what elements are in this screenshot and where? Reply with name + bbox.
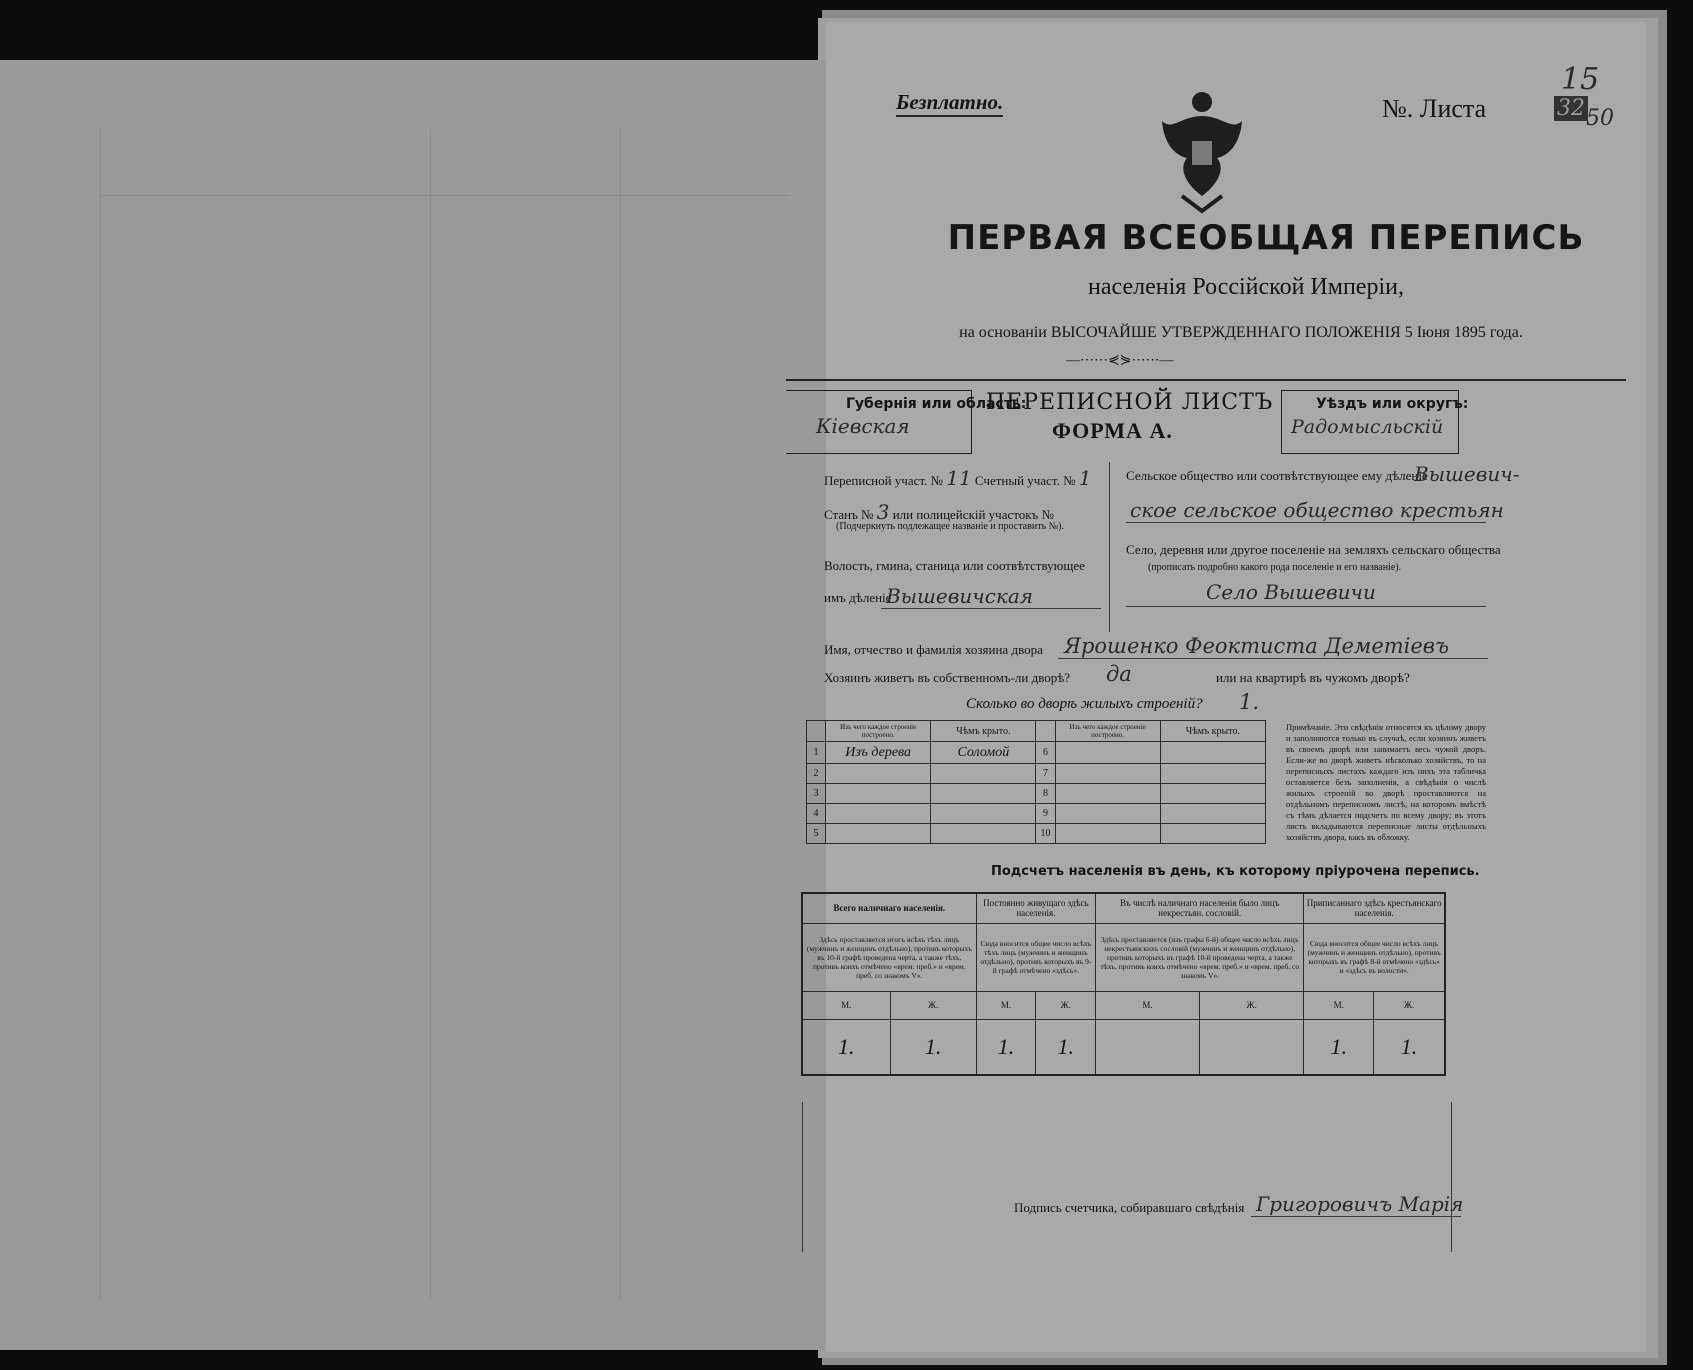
table-row: 3 8 [807,784,1266,804]
owner-label: Имя, отчество и фамилія хозяина двора [824,642,1043,657]
signature-label: Подпись счетчика, собиравшаго свѣдѣнія [1014,1200,1245,1215]
counting-section-value: 1 [1078,466,1092,490]
district-label: Уѣздъ или округъ: [1316,396,1469,412]
population-table-descriptions: Здѣсь проставляется итогъ всѣхъ тѣхъ лицъ (мужчинъ и женщинъ отдѣльно), противъ которыхъ въ 10-й графѣ проведена черта, а также тѣхъ, противъ коихъ отмѣчено «врем. преб.» и «врем. преб. со знакомъ V». Сюда вносится общее число всѣхъ тѣхъ лицъ (мужчинъ и женщинъ отдѣльно), противъ которыхъ въ 9-й графѣ отмѣчено «здѣсь». Здѣсь проставляется (изъ графы 6-й) общее число всѣхъ лицъ некрестьянскихъ сословій (мужчинъ и женщинъ отдѣльно), противъ которыхъ въ графѣ 10-й проведена черта, а также тѣхъ, противъ коихъ отмѣчено «врем. преб.» и «врем. преб. со знакомъ V». Сюда вносится общее число всѣхъ лицъ (мужчинъ и женщинъ отдѣльно), противъ которыхъ въ графѣ 8-й отмѣчено «здѣсь» и «здѣсь въ волости». [802,923,1445,991]
free-label: Безплатно. [896,90,1003,117]
non-peasant-male [1096,1019,1200,1075]
census-title: ПЕРВАЯ ВСЕОБЩАЯ ПЕРЕПИСЬ [947,218,1585,258]
volost-label-2: имъ дѣленіе [824,590,892,605]
volost-value: Вышевичская [886,584,1034,608]
archive-mark-side: 50 [1586,106,1614,131]
registered-female: 1. [1374,1019,1445,1075]
rented-label: или на квартирѣ въ чужомъ дворѣ? [1216,670,1410,685]
table-row: 2 7 [807,764,1266,784]
non-peasant-female [1200,1019,1304,1075]
counting-section-label: Счетный участ. № [974,473,1076,488]
table-row: 5 10 [807,824,1266,844]
permanent-male: 1. [976,1019,1036,1075]
sheet-number-label: №. Листа [1382,94,1487,123]
col-non-peasant: Въ числѣ наличнаго населенія было лицъ некрестьян. сословій. [1096,893,1304,923]
total-female: 1. [890,1019,976,1075]
owner-value: Ярошенко Феоктиста Деметіевъ [1064,634,1450,658]
col-registered-peasant: Приписаннаго здѣсь крестьянскаго населенія. [1304,893,1445,923]
population-table-values [802,1019,1445,1075]
left-page-ruling [620,130,621,1300]
underline-note: (Подчеркнуть подлежащее названіе и проставить №). [836,521,1064,532]
province-label: Губернія или область: [846,396,1027,412]
col-material: Изъ чего каждое строеніе построено. [826,721,931,742]
signature-value: Григоровичъ Марія [1256,1192,1464,1216]
left-page-ruling [100,130,101,1300]
col-roof-2: Чѣмъ крыто. [1160,721,1265,742]
imperial-eagle-emblem [1152,86,1252,216]
census-basis: на основаніи ВЫСОЧАЙШЕ УТВЕРЖДЕННАГО ПОЛОЖЕНІЯ 5 Іюня 1895 года. [959,324,1523,341]
permanent-female: 1. [1036,1019,1096,1075]
left-page-ruling [430,130,431,1300]
population-table-headers [802,893,1445,923]
location-divider [1109,462,1110,632]
left-page-ruling [100,195,790,196]
census-form-page [806,22,1646,1352]
sheet-title: ПЕРЕПИСНОЙ ЛИСТЪ [986,390,1274,415]
society-value-1: Вышевич- [1414,462,1520,486]
registered-male: 1. [1304,1019,1374,1075]
own-yard-value: да [1106,662,1132,686]
buildings-table [806,720,1266,844]
census-section-value: 11 [946,466,972,490]
col-roof: Чѣмъ крыто. [931,721,1036,742]
total-male: 1. [802,1019,890,1075]
village-note: (прописать подробно какого рода поселеніе и его названіе). [1148,562,1402,573]
population-table-sex-labels: М. Ж. М. Ж. М. Ж. М. Ж. [802,991,1445,1019]
own-yard-label: Хозяинъ живетъ въ собственномъ-ли дворѣ? [824,670,1071,685]
society-value-2: ское сельское общество крестьян [1130,498,1504,522]
left-page [0,60,831,1350]
census-section-label: Переписной участ. № [824,473,943,488]
form-name: ФОРМА А. [1052,418,1173,443]
buildings-value: 1. [1239,690,1260,714]
volost-label: Волость, гмина, станица или соотвѣтствующее [824,558,1085,573]
form-header-top-rule [786,379,1626,381]
table-row: 4 9 [807,804,1266,824]
province-value: Кіевская [816,414,910,438]
buildings-table-header [807,721,1266,742]
village-label: Село, деревня или другое поселеніе на земляхъ сельскаго общества [1126,542,1501,557]
police-label: или полицейскій участокъ № [892,507,1054,522]
sheet-number-value: 32 [1554,96,1588,121]
stan-value: 3 [876,500,890,524]
population-count-title: Подсчетъ населенія въ день, къ которому пріурочена перепись. [991,864,1480,879]
village-value: Село Вышевичи [1206,580,1376,604]
stan-label: Станъ № [824,507,874,522]
col-permanent: Постоянно живущаго здѣсь населенія. [976,893,1095,923]
buildings-note: Примѣчаніе. Эти свѣдѣнія относятся къ цѣлому двору и заполняются только въ случаѣ, если хозяинъ живетъ въ своемъ дворѣ или занимаетъ весь чужой дворъ. Если-же во дворѣ живетъ нѣсколько хозяйствъ, то на переписныхъ листахъ каждаго изъ нихъ эта табличка оставляется безъ заполненія, а свѣдѣнія о числѣ жилыхъ строеній во дворѣ проставляются на отдѣльномъ переписномъ листѣ, на которомъ вмѣстѣ съ тѣмъ дѣлается подсчетъ по всему двору; въ этотъ листъ вкладываются переписные листы отдѣльныхъ хозяйствъ двора, какъ въ обложку. [1286,722,1486,842]
population-table [801,892,1446,1076]
buildings-label: Сколько во дворѣ жилыхъ строеній? [966,696,1203,712]
col-total-present: Всего наличнаго населенія. [802,893,976,923]
census-subtitle: населенія Россійской Имперіи, [1088,274,1404,300]
society-label: Сельское общество или соотвѣтствующее ему дѣленіе [1126,468,1428,483]
archive-mark-top: 15 [1561,62,1600,97]
district-value: Радомысльскій [1291,416,1444,438]
ornament-divider: —⋯⋯⋞⋟⋯⋯— [1066,353,1174,368]
table-row: 1 Изъ дерева Соломой 6 [807,742,1266,764]
col-material-2: Изъ чего каждое строеніе построено. [1055,721,1160,742]
